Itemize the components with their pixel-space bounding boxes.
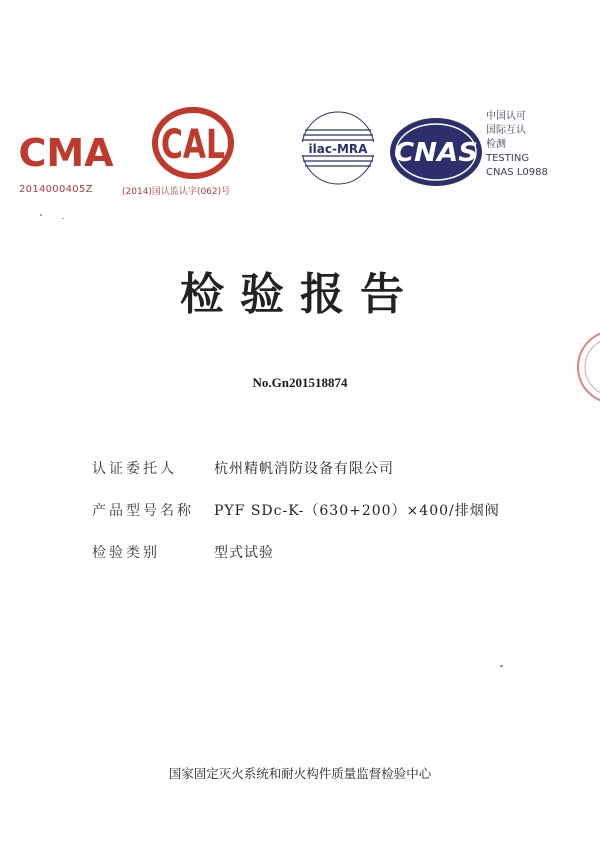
cal-number: (2014)国认监认字(062)号 xyxy=(122,187,231,197)
issuer-name: 国家固定灭火系统和耐火构件质量监督检验中心 xyxy=(168,766,432,781)
cnas-accreditation-text xyxy=(486,110,548,180)
scan-speck xyxy=(500,665,503,667)
field-label: 检验类别 xyxy=(92,545,160,561)
cma-mark-text: CMA xyxy=(18,131,114,174)
field-row xyxy=(92,458,500,500)
field-label: 认证委托人 xyxy=(92,461,177,477)
cnas-logo xyxy=(386,112,486,192)
field-row xyxy=(92,500,500,542)
scan-speck xyxy=(40,214,42,216)
ilac-mra-logo xyxy=(293,108,383,188)
cnas-line: CNAS L0988 xyxy=(486,167,548,178)
field-value: 型式试验 xyxy=(214,545,274,561)
report-info-fields xyxy=(92,458,500,584)
field-row xyxy=(92,542,500,584)
accreditation-logos xyxy=(0,100,600,210)
ilac-mark-text: ilac-MRA xyxy=(308,142,368,156)
cnas-line: 中国认可 xyxy=(486,111,526,122)
report-number: No.Gn201518874 xyxy=(252,375,348,390)
report-title: 检验报告 xyxy=(180,269,420,320)
cal-mark-text: CAL xyxy=(161,122,225,168)
cma-logo xyxy=(16,130,116,174)
cnas-line: 检测 xyxy=(486,139,506,150)
cnas-mark-text: CNAS xyxy=(394,138,478,168)
scan-speck xyxy=(62,218,64,219)
field-value: 杭州精帆消防设备有限公司 xyxy=(214,461,394,477)
seal-stamp-partial xyxy=(574,322,600,412)
field-value: PYF SDc-K-（630+200）×400/排烟阀 xyxy=(214,503,500,519)
cal-logo xyxy=(128,106,258,181)
cma-number: 2014000405Z xyxy=(19,184,93,195)
cnas-line: TESTING xyxy=(486,153,530,164)
cnas-line: 国际互认 xyxy=(486,125,526,136)
field-label: 产品型号名称 xyxy=(92,503,194,519)
